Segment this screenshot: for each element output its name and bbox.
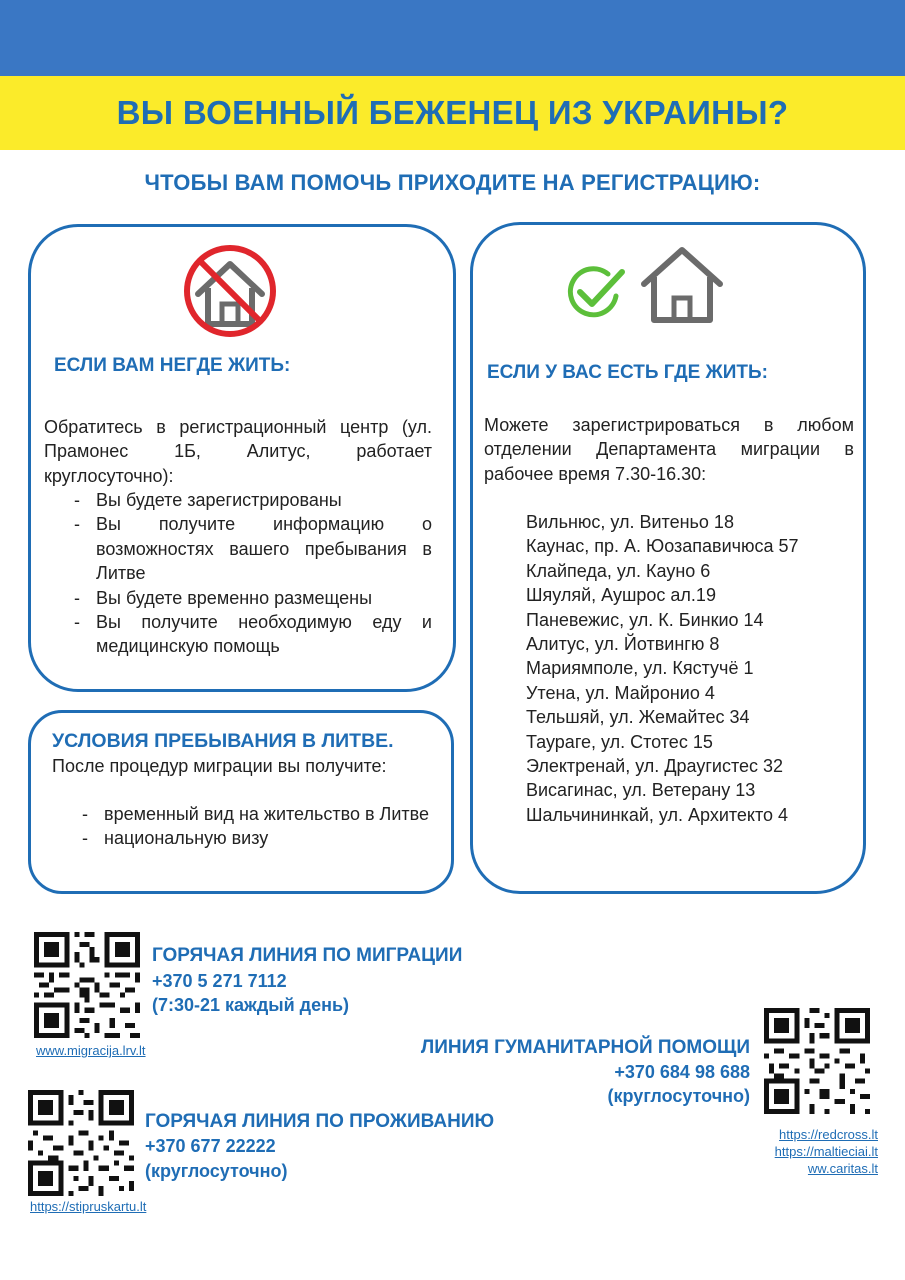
no-home-heading: ЕСЛИ ВАМ НЕГДЕ ЖИТЬ: [54, 355, 291, 376]
stipruskartu-link[interactable]: https://stipruskartu.lt [30, 1199, 147, 1214]
no-home-list [44, 488, 432, 659]
humanitarian-line-title: ЛИНИЯ ГУМАНИТАРНОЙ ПОМОЩИ [420, 1037, 750, 1058]
list-item: Утена, ул. Майронио 4 [526, 682, 715, 703]
no-home-intro: Обратитесь в регистрационный центр (ул. Прамонес 1Б, Алитус, работает круглосуточно): [44, 417, 432, 486]
conditions-list [52, 802, 430, 851]
list-item: Таураге, ул. Стотес 15 [526, 731, 713, 752]
qr-code-humanitarian [764, 1008, 870, 1119]
page-title: ВЫ ВОЕННЫЙ БЕЖЕНЕЦ ИЗ УКРАИНЫ? [116, 94, 789, 131]
maltieciai-link[interactable]: https://maltieciai.lt [774, 1144, 878, 1159]
page-subtitle: ЧТОБЫ ВАМ ПОМОЧЬ ПРИХОДИТЕ НА РЕГИСТРАЦИЮ: [144, 170, 761, 195]
caritas-link[interactable]: ww.caritas.lt [807, 1161, 878, 1176]
migration-hotline-hours: (7:30-21 каждый день) [152, 995, 350, 1015]
list-item: Электренай, ул. Драугистес 32 [526, 756, 784, 777]
list-item: Мариямполе, ул. Кястучё 1 [526, 658, 754, 679]
list-item: Вильнюс, ул. Витеньо 18 [526, 512, 734, 532]
list-item: Алитус, ул. Йотвингю 8 [526, 634, 720, 655]
qr-code-migration [34, 932, 140, 1043]
list-item: - Вы будете зарегистрированы [44, 488, 432, 512]
no-house-icon [180, 244, 280, 343]
list-item: - Вы получите необходимую еду и медицинскую помощь [44, 610, 432, 659]
conditions-intro: После процедур миграции вы получите: [52, 756, 387, 776]
list-item: Паневежис, ул. К. Бинкио 14 [526, 609, 764, 630]
list-item: - Вы получите информацию о возможностях вашего пребывания в Литве [44, 512, 432, 585]
checkmark-icon [566, 266, 632, 323]
list-item: Висагинас, ул. Ветерану 13 [526, 780, 756, 801]
list-item: - временный вид на жительство в Литве [52, 802, 430, 826]
humanitarian-line-phone[interactable]: +370 684 98 688 [614, 1062, 750, 1082]
list-item: - национальную визу [52, 826, 430, 850]
migration-hotline-phone[interactable]: +370 5 271 7112 [152, 971, 287, 991]
redcross-link[interactable]: https://redcross.lt [779, 1127, 878, 1142]
qr-code-housing [28, 1090, 134, 1201]
list-item: Шальчининкай, ул. Архитекто 4 [526, 804, 789, 825]
list-item: Тельшяй, ул. Жемайтес 34 [526, 707, 750, 728]
house-icon [638, 244, 726, 331]
flag-yellow-band [0, 76, 905, 150]
flag-blue-band [0, 0, 905, 76]
has-home-intro: Можете зарегистрироваться в любом отделении Департамента миграции в рабочее время 7.30-16.30: [484, 415, 854, 484]
humanitarian-line-hours: (круглосуточно) [607, 1086, 750, 1106]
housing-hotline-phone[interactable]: +370 677 22222 [145, 1136, 276, 1156]
list-item: Каунас, пр. А. Юозапавичюса 57 [526, 536, 799, 557]
migration-link[interactable]: www.migracija.lrv.lt [36, 1043, 146, 1058]
housing-hotline-title: ГОРЯЧАЯ ЛИНИЯ ПО ПРОЖИВАНИЮ [145, 1111, 495, 1132]
conditions-heading: УСЛОВИЯ ПРЕБЫВАНИЯ В ЛИТВЕ. [52, 730, 394, 752]
has-home-heading: ЕСЛИ У ВАС ЕСТЬ ГДЕ ЖИТЬ: [487, 362, 768, 383]
migration-hotline-title: ГОРЯЧАЯ ЛИНИЯ ПО МИГРАЦИИ [152, 945, 463, 966]
housing-hotline-hours: (круглосуточно) [145, 1161, 288, 1181]
list-item: Клайпеда, ул. Кауно 6 [526, 560, 711, 581]
list-item: Шяуляй, Аушрос ал.19 [526, 585, 716, 606]
office-list [526, 510, 799, 827]
list-item: - Вы будете временно размещены [44, 586, 432, 610]
